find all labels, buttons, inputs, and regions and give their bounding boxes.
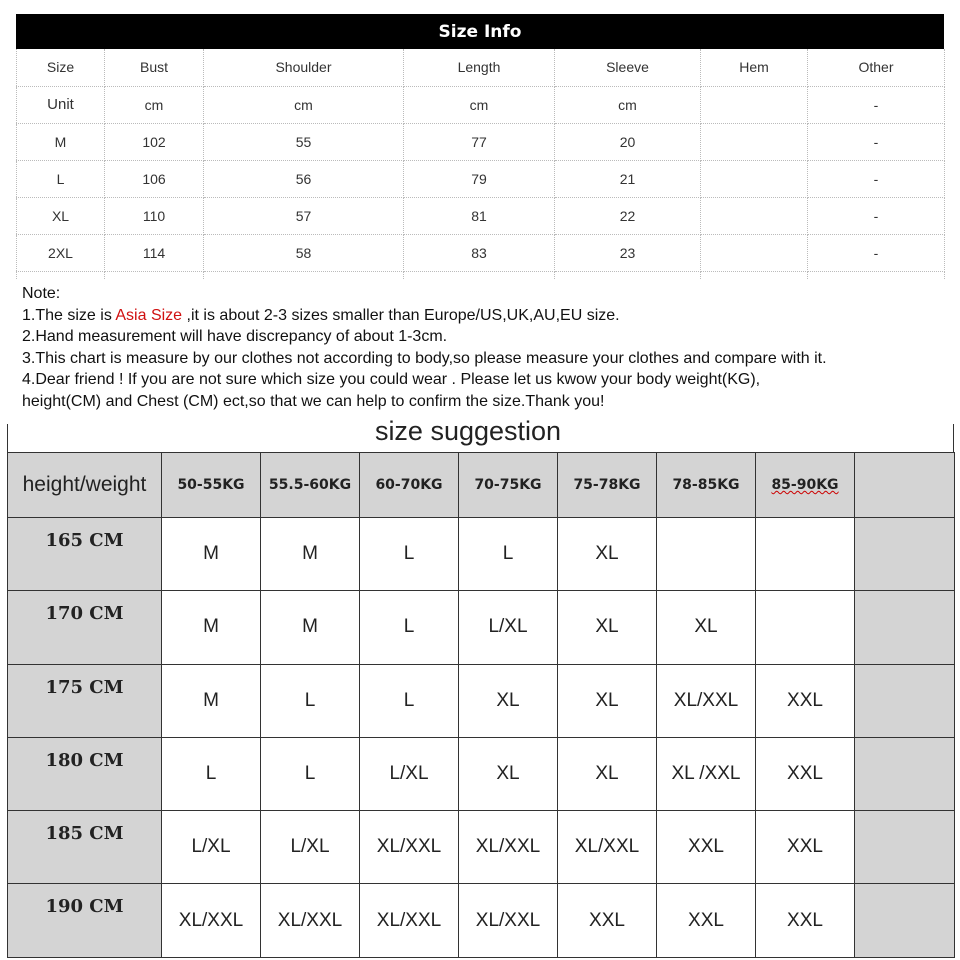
size-cell: L [162,737,261,810]
note-line-4: 4.Dear friend ! If you are not sure which size you could wear . Please let us kwow your body weight(KG), [22,371,761,388]
table-cell [701,160,808,197]
table-cell [555,271,701,279]
size-cell: XL [558,591,657,664]
height-label: 180 CM [8,737,162,810]
table-row [17,234,945,271]
table-row [17,197,945,234]
table-cell [808,271,945,279]
size-cell: M [162,518,261,591]
size-cell: XL [459,737,558,810]
header-cell: Other [808,49,945,86]
size-cell: XXL [657,811,756,884]
note-line-1 [22,305,952,327]
table-row [17,123,945,160]
weight-header: 50-55KG [162,453,261,518]
size-cell: XXL [756,737,855,810]
table-row [17,86,945,123]
size-cell: L [360,591,459,664]
size-cell: XXL [657,884,756,957]
table-cell [701,123,808,160]
size-info-grid [16,49,945,279]
table-cell: 23 [555,234,701,271]
table-cell: cm [555,86,701,123]
size-cell: M [261,518,360,591]
table-cell: 83 [404,234,555,271]
header-cell: Shoulder [204,49,404,86]
size-cell: M [162,664,261,737]
weight-header: 85-90KG [756,453,855,518]
weight-header: 75-78KG [558,453,657,518]
size-cell: XL/XXL [360,811,459,884]
table-cell: 77 [404,123,555,160]
size-cell: XXL [756,811,855,884]
table-cell: cm [404,86,555,123]
weight-header: 60-70KG [360,453,459,518]
table-cell: 79 [404,160,555,197]
table-cell: 55 [204,123,404,160]
table-cell: - [808,234,945,271]
suggestion-row [8,518,955,591]
size-cell: L [459,518,558,591]
header-cell: Sleeve [555,49,701,86]
filler-cell [855,591,955,664]
table-cell [701,197,808,234]
table-cell: 20 [555,123,701,160]
table-cell [204,271,404,279]
header-cell: Hem [701,49,808,86]
size-info-title: Size Info [16,14,944,49]
size-cell: XL/XXL [558,811,657,884]
table-cell [701,271,808,279]
suggestion-title: size suggestion [374,416,562,446]
table-cell [701,86,808,123]
size-cell: L [360,664,459,737]
table-cell: - [808,160,945,197]
table-row [17,160,945,197]
table-cell [105,271,204,279]
table-cell: XL [17,197,105,234]
size-cell: XL/XXL [657,664,756,737]
size-cell: L/XL [261,811,360,884]
weight-header: 70-75KG [459,453,558,518]
filler-cell [855,664,955,737]
size-cell: XL [657,591,756,664]
size-info-table [16,14,944,279]
weight-header: 55.5-60KG [261,453,360,518]
suggestion-header-row [8,453,955,518]
height-label: 175 CM [8,664,162,737]
size-cell: XL [558,737,657,810]
corner-label: height/weight [8,453,162,518]
size-cell: XL [459,664,558,737]
filler-cell [855,518,955,591]
size-cell: XXL [558,884,657,957]
header-cell: Bust [105,49,204,86]
note-text: 1.The size is [22,306,116,324]
table-cell: - [808,86,945,123]
size-info-header-row [17,49,945,86]
size-cell: XL /XXL [657,737,756,810]
table-cell: 56 [204,160,404,197]
table-cell: 114 [105,234,204,271]
size-cell [657,518,756,591]
size-cell: XL/XXL [459,884,558,957]
size-cell [756,518,855,591]
size-cell: M [162,591,261,664]
table-cell: 21 [555,160,701,197]
table-cell: 81 [404,197,555,234]
note-line-4-cont: height(CM) and Chest (CM) ect,so that we can help to confirm the size.Thank you! [22,392,605,410]
asia-size-highlight: Asia Size [115,306,183,324]
size-cell: XL/XXL [261,884,360,957]
suggestion-row [8,737,955,810]
table-cell: M [17,123,105,160]
table-cell [17,271,105,279]
size-cell: XL/XXL [459,811,558,884]
suggestion-row [8,884,955,957]
note-line-3: 3.This chart is measure by our clothes not according to body,so please measure your clothes and compare with it. [22,349,827,367]
height-label: 165 CM [8,518,162,591]
table-cell: 2XL [17,234,105,271]
filler-cell [855,737,955,810]
suggestion-row [8,811,955,884]
table-cell: 22 [555,197,701,234]
table-cell [701,234,808,271]
note-text: ,it is about 2-3 sizes smaller than Europe/US,UK,AU,EU size. [182,306,620,324]
suggestion-row [8,664,955,737]
weight-header: 78-85KG [657,453,756,518]
table-cell: cm [204,86,404,123]
size-cell: XL/XXL [360,884,459,957]
table-cell: 106 [105,160,204,197]
table-cell: - [808,123,945,160]
note-line-2: 2.Hand measurement will have discrepancy of about 1-3cm. [22,328,448,345]
table-cell: cm [105,86,204,123]
table-row-tail [17,271,945,279]
height-label: 170 CM [8,591,162,664]
size-cell [756,591,855,664]
notes-block [22,283,952,412]
table-cell: 102 [105,123,204,160]
size-cell: L/XL [162,811,261,884]
table-cell [404,271,555,279]
filler-cell [855,884,955,957]
header-cell: Size [17,49,105,86]
size-cell: XL [558,664,657,737]
height-label: 190 CM [8,884,162,957]
table-cell: 58 [204,234,404,271]
table-cell: 57 [204,197,404,234]
height-label: 185 CM [8,811,162,884]
size-cell: XXL [756,664,855,737]
frame-border-right [953,424,954,454]
table-cell: 110 [105,197,204,234]
size-suggestion-table [7,452,955,958]
table-cell: Unit [17,86,105,123]
size-cell: L [261,664,360,737]
filler-cell [855,453,955,518]
size-cell: XXL [756,884,855,957]
table-cell: - [808,197,945,234]
table-cell: L [17,160,105,197]
filler-cell [855,811,955,884]
header-cell: Length [404,49,555,86]
size-cell: L [261,737,360,810]
suggestion-row [8,591,955,664]
notes-heading: Note: [22,285,61,302]
size-cell: L/XL [360,737,459,810]
size-cell: L/XL [459,591,558,664]
size-cell: M [261,591,360,664]
size-cell: XL [558,518,657,591]
size-cell: XL/XXL [162,884,261,957]
size-cell: L [360,518,459,591]
